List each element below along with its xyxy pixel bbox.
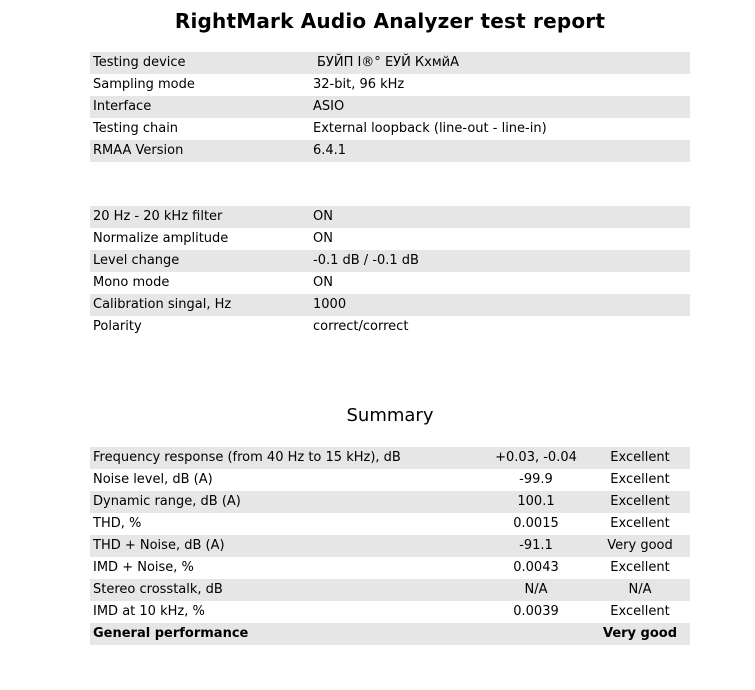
summary-rating: Excellent — [610, 450, 670, 465]
info-value: External loopback (line-out - line-in) — [313, 121, 547, 136]
summary-heading: Summary — [346, 405, 434, 426]
summary-row-stereo-crosstalk — [90, 579, 690, 601]
summary-rating: Excellent — [610, 472, 670, 487]
summary-value: 0.0039 — [513, 604, 559, 619]
info-value: ASIO — [313, 99, 345, 114]
summary-rating: N/A — [628, 582, 652, 597]
info-label: Sampling mode — [93, 77, 195, 92]
summary-row-noise-level — [90, 469, 690, 491]
settings-label: Normalize amplitude — [93, 231, 229, 246]
settings-row-filter — [90, 206, 690, 228]
settings-value: 1000 — [313, 297, 347, 312]
summary-table — [90, 447, 690, 645]
info-value: 32-bit, 96 kHz — [313, 77, 405, 92]
info-row-sampling-mode — [90, 74, 690, 96]
summary-label: Noise level, dB (A) — [93, 472, 213, 487]
info-value: 6.4.1 — [313, 143, 347, 158]
settings-row-level-change — [90, 250, 690, 272]
summary-value: 100.1 — [517, 494, 555, 509]
settings-value: ON — [313, 231, 333, 246]
info-row-rmaa-version — [90, 140, 690, 162]
summary-rating: Excellent — [610, 494, 670, 509]
settings-value: -0.1 dB / -0.1 dB — [313, 253, 419, 268]
summary-label: Stereo crosstalk, dB — [93, 582, 223, 597]
settings-label: Calibration singal, Hz — [93, 297, 232, 312]
info-label: RMAA Version — [93, 143, 184, 158]
summary-value: -99.9 — [519, 472, 553, 487]
summary-row-thd-noise — [90, 535, 690, 557]
summary-value: -91.1 — [519, 538, 553, 553]
summary-rating: Excellent — [610, 604, 670, 619]
summary-label: THD + Noise, dB (A) — [93, 538, 225, 553]
summary-label: THD, % — [93, 516, 142, 531]
summary-value: 0.0015 — [513, 516, 559, 531]
settings-value: ON — [313, 275, 333, 290]
settings-label: Polarity — [93, 319, 142, 334]
settings-row-normalize — [90, 228, 690, 250]
info-value: БУЙП І®° ЕУЙ КхмйА — [317, 55, 460, 70]
summary-rating: Excellent — [610, 560, 670, 575]
summary-label: Dynamic range, dB (A) — [93, 494, 241, 509]
summary-label: IMD + Noise, % — [93, 560, 194, 575]
summary-value: N/A — [524, 582, 548, 597]
settings-value: ON — [313, 209, 333, 224]
summary-row-frequency-response — [90, 447, 690, 469]
device-info-table — [90, 52, 690, 162]
report-title: RightMark Audio Analyzer test report — [174, 9, 606, 33]
settings-label: Mono mode — [93, 275, 170, 290]
summary-rating: Excellent — [610, 516, 670, 531]
info-label: Testing chain — [93, 121, 179, 136]
summary-label: Frequency response (from 40 Hz to 15 kHz), dB — [93, 450, 401, 465]
settings-value: correct/correct — [313, 319, 409, 334]
summary-label: IMD at 10 kHz, % — [93, 604, 205, 619]
settings-row-mono-mode — [90, 272, 690, 294]
settings-row-calibration — [90, 294, 690, 316]
summary-row-dynamic-range — [90, 491, 690, 513]
summary-value: +0.03, -0.04 — [495, 450, 577, 465]
summary-value: 0.0043 — [513, 560, 559, 575]
info-label: Testing device — [93, 55, 186, 70]
info-row-interface — [90, 96, 690, 118]
summary-rating: Very good — [607, 538, 673, 553]
settings-row-polarity — [90, 316, 690, 338]
settings-table — [90, 206, 690, 338]
summary-row-thd — [90, 513, 690, 535]
general-performance-label: General performance — [93, 626, 249, 641]
info-label: Interface — [93, 99, 152, 114]
settings-label: Level change — [93, 253, 180, 268]
settings-label: 20 Hz - 20 kHz filter — [93, 209, 223, 224]
summary-row-general-performance — [90, 623, 690, 645]
general-performance-rating: Very good — [602, 626, 678, 641]
summary-row-imd-noise — [90, 557, 690, 579]
info-row-testing-device — [90, 52, 690, 74]
info-row-testing-chain — [90, 118, 690, 140]
summary-row-imd-10khz — [90, 601, 690, 623]
